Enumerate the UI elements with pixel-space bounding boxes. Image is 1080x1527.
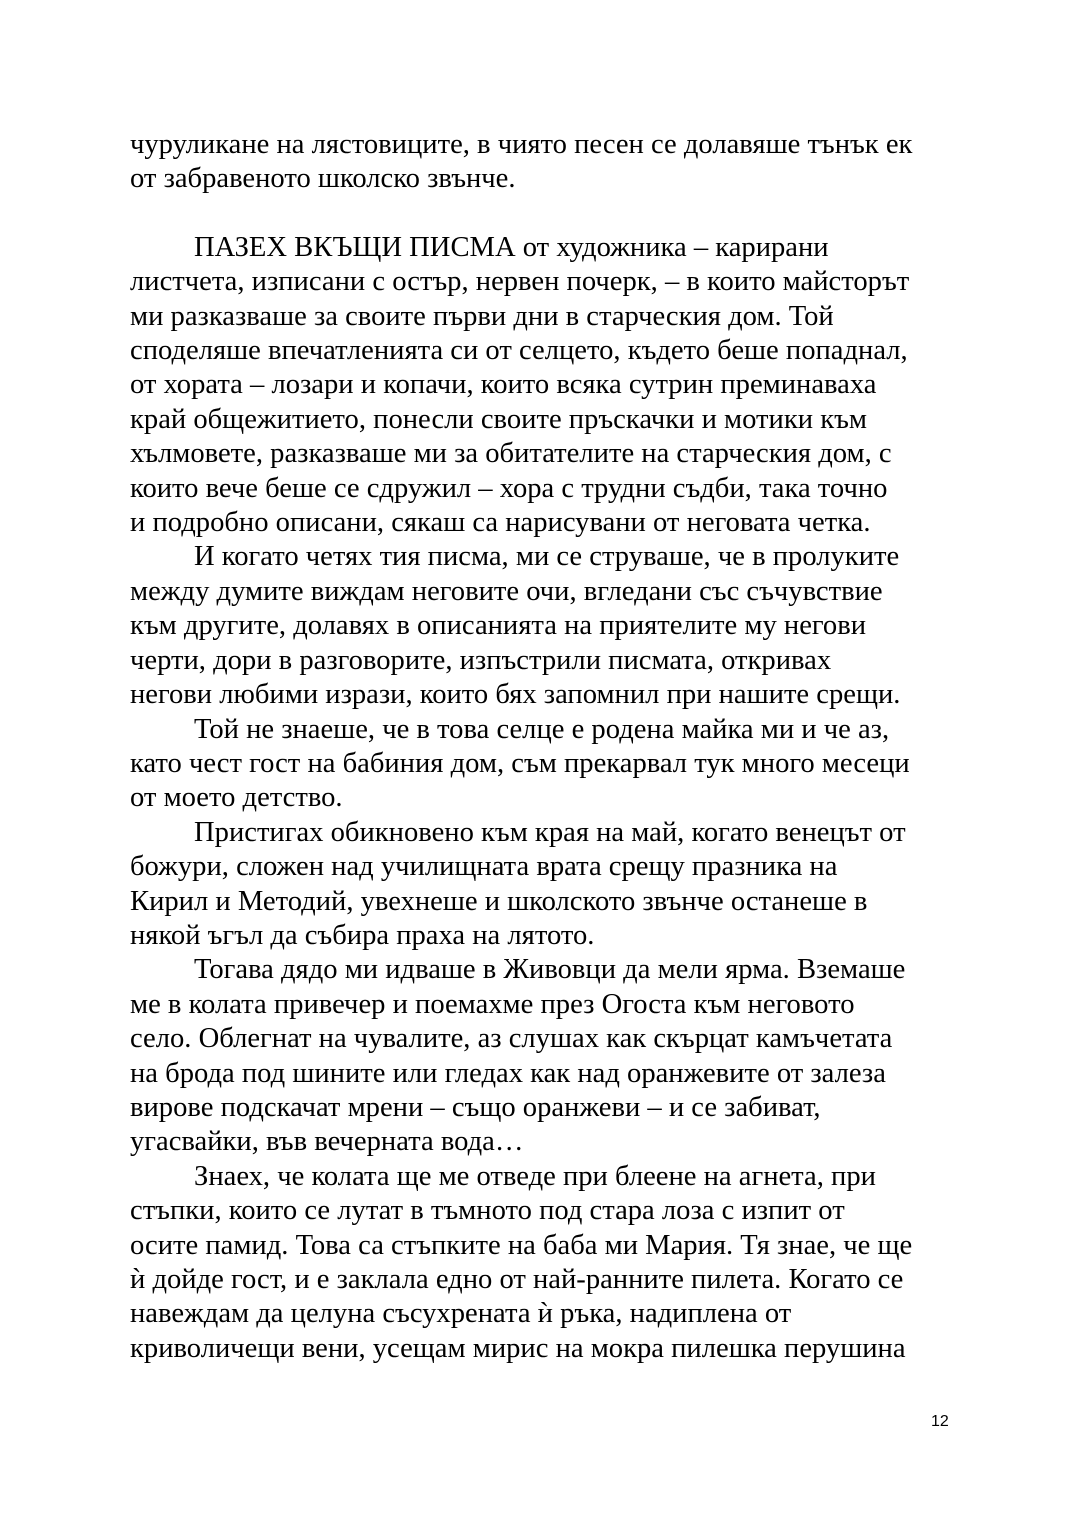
text-line: Кирил и Методий, увехнеше и школското звънче останеше в: [130, 885, 868, 917]
text-line: криволичещи вени, усещам мирис на мокра пилешка перушина: [130, 1332, 906, 1364]
text-line: край общежитието, понесли своите пръскачки и мотики към: [130, 403, 867, 435]
text-line: като чест гост на бабиния дом, съм прекарвал тук много месеци: [130, 747, 910, 779]
text-line: към другите, долавях в описанията на приятелите му негови: [130, 610, 867, 642]
text-line: ѝ дойде гост, и е заклала едно от най-ранните пилета. Когато се: [130, 1264, 904, 1295]
text-line-with-lead: [130, 231, 952, 265]
text-line: Пристигах обикновено към края на май, когато венецът от: [194, 816, 906, 848]
text-line: осите памид. Това са стъпките на баба ми Мария. Тя знае, че ще: [130, 1229, 913, 1261]
text-line-rest: от художника – карирани: [515, 231, 829, 263]
text-line: споделяше впечатленията си от селцето, където беше попаднал,: [130, 335, 908, 367]
paragraph-3: [130, 540, 952, 712]
text-line: стъпки, които се лутат в тъмното под стара лоза с изпит от: [130, 1195, 845, 1227]
text-line: на брода под шините или гледах как над оранжевите от залеза: [130, 1057, 886, 1089]
text-line: които вече беше се сдружил – хора с трудни съдби, така точно: [130, 472, 888, 504]
text-line: ме в колата привечер и поемахме през Огоста към неговото: [130, 988, 855, 1020]
text-line: между думите виждам неговите очи, вгледани със съчувствие: [130, 575, 883, 607]
text-line: вирове подскачат мрени – също оранжеви – и се забиват,: [130, 1091, 821, 1123]
paragraph-6: [130, 953, 952, 1159]
text-line: божури, сложен над училищната врата срещу празника на: [130, 851, 838, 883]
text-line: ми разказваше за своите първи дни в старческия дом. Той: [130, 300, 834, 332]
paragraph-5: [130, 816, 952, 954]
body-text: [130, 128, 952, 1366]
text-line: черти, дори в разговорите, изпъстрили писмата, откривах: [130, 644, 832, 676]
text-line: навеждам да целуна съсухрената ѝ ръка, надиплена от: [130, 1298, 792, 1330]
text-line: Знаех, че колата ще ме отведе при блеене на агнета, при: [194, 1160, 876, 1192]
text-line: от забравеното школско звънче.: [130, 163, 516, 195]
text-line: и подробно описани, сякаш са нарисувани от неговата четка.: [130, 507, 871, 539]
text-line: хълмовете, разказваше ми за обитателите на старческия дом, с: [130, 438, 892, 470]
text-line: И когато четях тия писма, ми се струваше, че в пролуките: [194, 541, 900, 573]
text-line: някой ъгъл да събира праха на лятото.: [130, 919, 595, 951]
paragraph-7: [130, 1160, 952, 1366]
text-line: Тогава дядо ми идваше в Живовци да мели ярма. Вземаше: [194, 954, 906, 986]
paragraph-lead-caps: ПАЗЕХ ВКЪЩИ ПИСМА: [194, 231, 516, 263]
text-line: угасвайки, във вечерната вода…: [130, 1126, 524, 1158]
text-line: Той не знаеше, че в това селце е родена майка ми и че аз,: [194, 713, 890, 745]
paragraph-2: [130, 231, 952, 541]
paragraph-1: [130, 128, 952, 197]
text-line: от моето детство.: [130, 782, 343, 814]
text-line: от хората – лозари и копачи, които всяка сутрин преминаваха: [130, 369, 877, 401]
page-number: 12: [931, 1413, 949, 1430]
text-line: село. Облегнат на чувалите, аз слушах как скърцат камъчетата: [130, 1023, 893, 1055]
paragraph-4: [130, 713, 952, 816]
text-line: негови любими изрази, които бях запомнил при нашите срещи.: [130, 679, 901, 711]
text-line: чуруликане на лястовиците, в чиято песен се долавяше тънък ек: [130, 129, 913, 160]
text-line: листчета, изписани с остър, нервен почерк, – в които майсторът: [130, 266, 910, 298]
